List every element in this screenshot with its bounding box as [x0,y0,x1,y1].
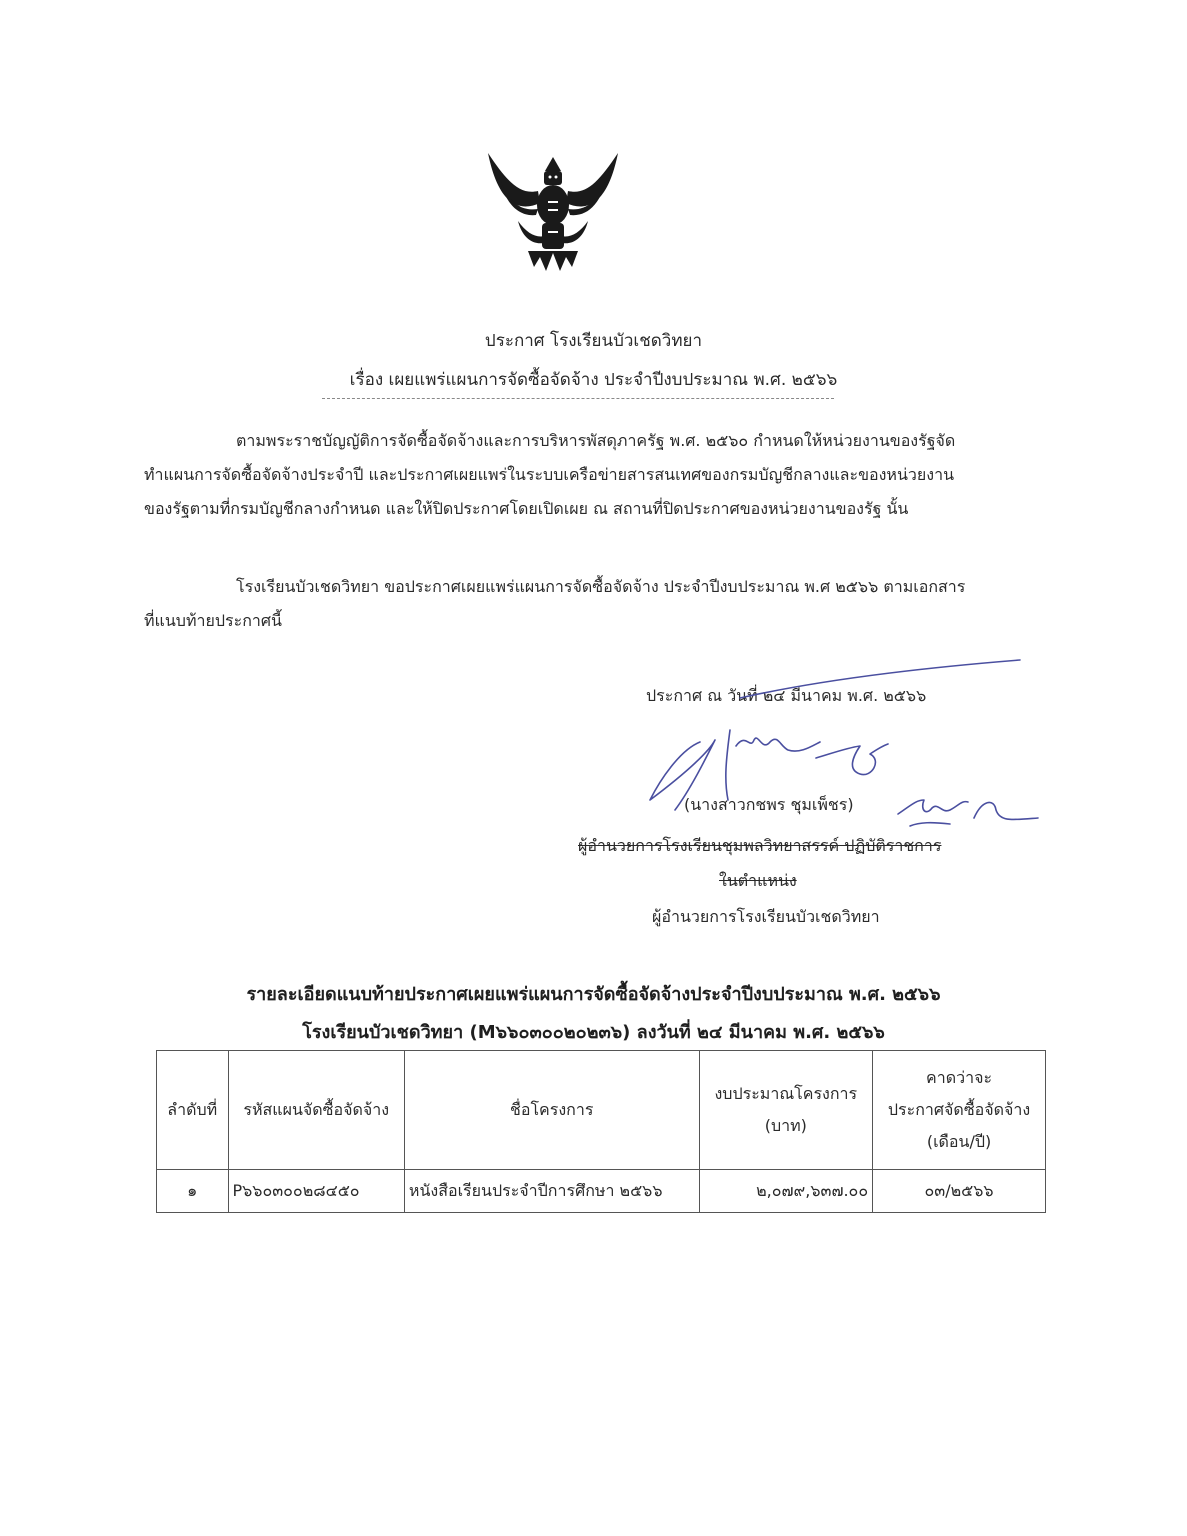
struck-position: ผู้อำนวยการโรงเรียนชุมพลวิทยาสรรค์ ปฏิบัติราชการ [578,836,942,855]
announcement-date: ประกาศ ณ วันที่ ๒๔ มีนาคม พ.ศ. ๒๕๖๖ [646,686,927,705]
announcement-subject: เรื่อง เผยแพร่แผนการจัดซื้อจัดจ้าง ประจำปีงบประมาณ พ.ศ. ๒๕๖๖ [349,370,838,390]
signer-position: ผู้อำนวยการโรงเรียนบัวเชดวิทยา [652,907,880,926]
table-header-row [157,1051,1046,1170]
paragraph-1-text: ตามพระราชบัญญัติการจัดซื้อจัดจ้างและการบริหารพัสดุภาครัฐ พ.ศ. ๒๕๖๐ กำหนดให้หน่วยงานของรัฐจัดทำแผนการจัดซื้อจัดจ้างประจำปี และประกาศเผยแพร่ในระบบเครือข่ายสารสนเทศของกรมบัญชีกลางและของหน่วยงานของรัฐตามที่กรมบัญชีกลางกำหนด และให้ปิดประกาศโดยเปิดเผย ณ สถานที่ปิดประกาศของหน่วยงานของรัฐ นั้น [144,431,956,518]
announcement-paragraph-2 [144,570,974,638]
cell-name: หนังสือเรียนประจำปีการศึกษา ๒๕๖๖ [404,1170,699,1213]
handwritten-signature [620,650,1060,900]
cell-seq: ๑ [157,1170,229,1213]
announcement-title: ประกาศ โรงเรียนบัวเชดวิทยา [484,331,703,351]
paragraph-2-text: โรงเรียนบัวเชดวิทยา ขอประกาศเผยแพร่แผนการจัดซื้อจัดจ้าง ประจำปีงบประมาณ พ.ศ ๒๕๖๖ ตามเอกสารที่แนบท้ายประกาศนี้ [144,577,966,630]
header-budget [699,1051,873,1170]
header-budget-line1: งบประมาณโครงการ [714,1084,858,1103]
header-month [873,1051,1046,1170]
announcement-paragraph-1 [144,424,974,526]
header-seq: ลำดับที่ [157,1051,229,1170]
separator-line [322,398,834,399]
cell-month: ๐๓/๒๕๖๖ [873,1170,1046,1213]
attachment-title: รายละเอียดแนบท้ายประกาศเผยแพร่แผนการจัดซื้อจัดจ้างประจำปีงบประมาณ พ.ศ. ๒๕๖๖ [246,984,941,1005]
header-month-line3: (เดือน/ปี) [926,1132,992,1151]
struck-acting-label: ในตำแหน่ง [719,871,797,890]
table-row [157,1170,1046,1213]
header-month-line2: ประกาศจัดซื้อจัดจ้าง [887,1100,1031,1119]
garuda-emblem-icon [478,143,628,283]
cell-budget: ๒,๐๗๙,๖๓๗.๐๐ [699,1170,873,1213]
header-name: ชื่อโครงการ [404,1051,699,1170]
header-code: รหัสแผนจัดซื้อจัดจ้าง [228,1051,404,1170]
signer-name: (นางสาวกชพร ชุมเพ็ชร) [684,795,854,814]
cell-code: P๖๖๐๓๐๐๒๘๔๕๐ [228,1170,404,1213]
header-month-line1: คาดว่าจะ [926,1068,993,1087]
header-budget-line2: (บาท) [764,1116,807,1135]
attachment-subtitle: โรงเรียนบัวเชดวิทยา (M๖๖๐๓๐๐๒๐๒๓๖) ลงวันที่ ๒๔ มีนาคม พ.ศ. ๒๕๖๖ [302,1022,885,1043]
procurement-plan-table [156,1050,1046,1213]
